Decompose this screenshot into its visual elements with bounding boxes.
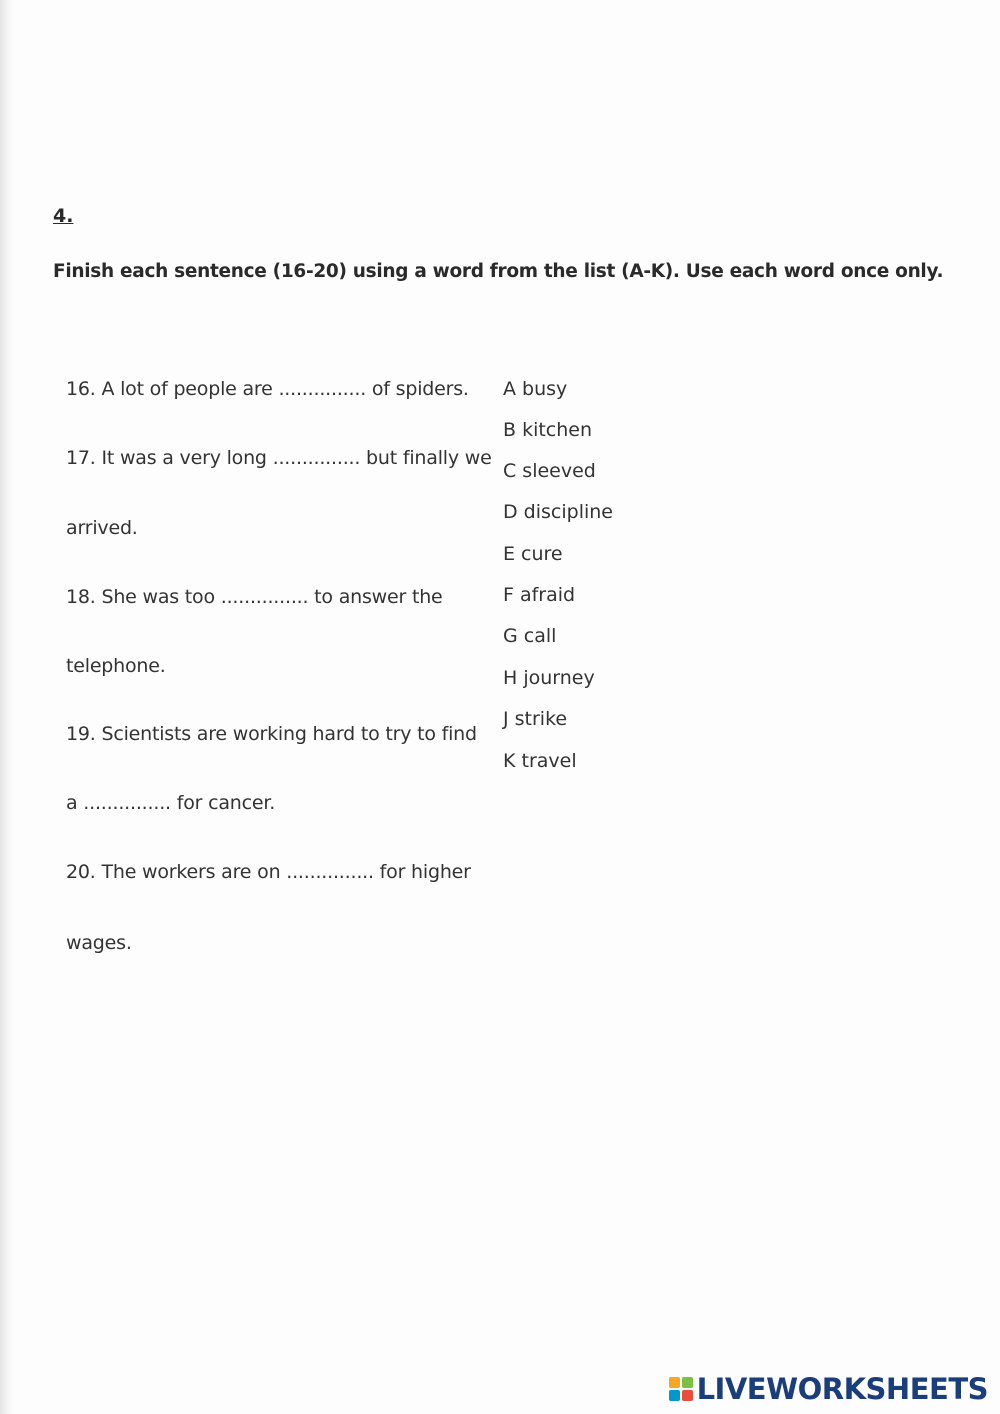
instructions: Finish each sentence (16-20) using a word from the list (A-K). Use each word once only. [53, 261, 944, 282]
word-option-j: J strike [503, 708, 568, 730]
sentence-20-continued: wages. [66, 932, 132, 954]
sentence-17-continued: arrived. [66, 517, 138, 539]
word-option-a: A busy [503, 378, 568, 400]
word-option-c: C sleeved [503, 460, 596, 482]
word-option-b: B kitchen [503, 419, 593, 441]
word-option-k: K travel [503, 750, 577, 772]
sentence-19: 19. Scientists are working hard to try to find [66, 723, 477, 745]
sentence-18: 18. She was too ............... to answer the [66, 586, 443, 608]
liveworksheets-logo [669, 1372, 988, 1406]
sentence-19-continued: a ............... for cancer. [66, 792, 276, 814]
sentence-16: 16. A lot of people are ............... of spiders. [66, 378, 469, 400]
liveworksheets-logo-text: LIVEWORKSHEETS [696, 1372, 988, 1406]
word-option-e: E cure [503, 543, 563, 565]
liveworksheets-logo-icon [669, 1377, 693, 1401]
section-number: 4. [53, 205, 74, 227]
word-option-d: D discipline [503, 501, 613, 523]
word-option-f: F afraid [503, 584, 576, 606]
sentence-20: 20. The workers are on ............... for higher [66, 861, 471, 883]
sentence-18-continued: telephone. [66, 655, 166, 677]
word-option-h: H journey [503, 667, 595, 689]
word-option-g: G call [503, 625, 557, 647]
scan-edge-shadow [0, 0, 14, 1414]
sentence-17: 17. It was a very long ............... but finally we [66, 447, 492, 469]
